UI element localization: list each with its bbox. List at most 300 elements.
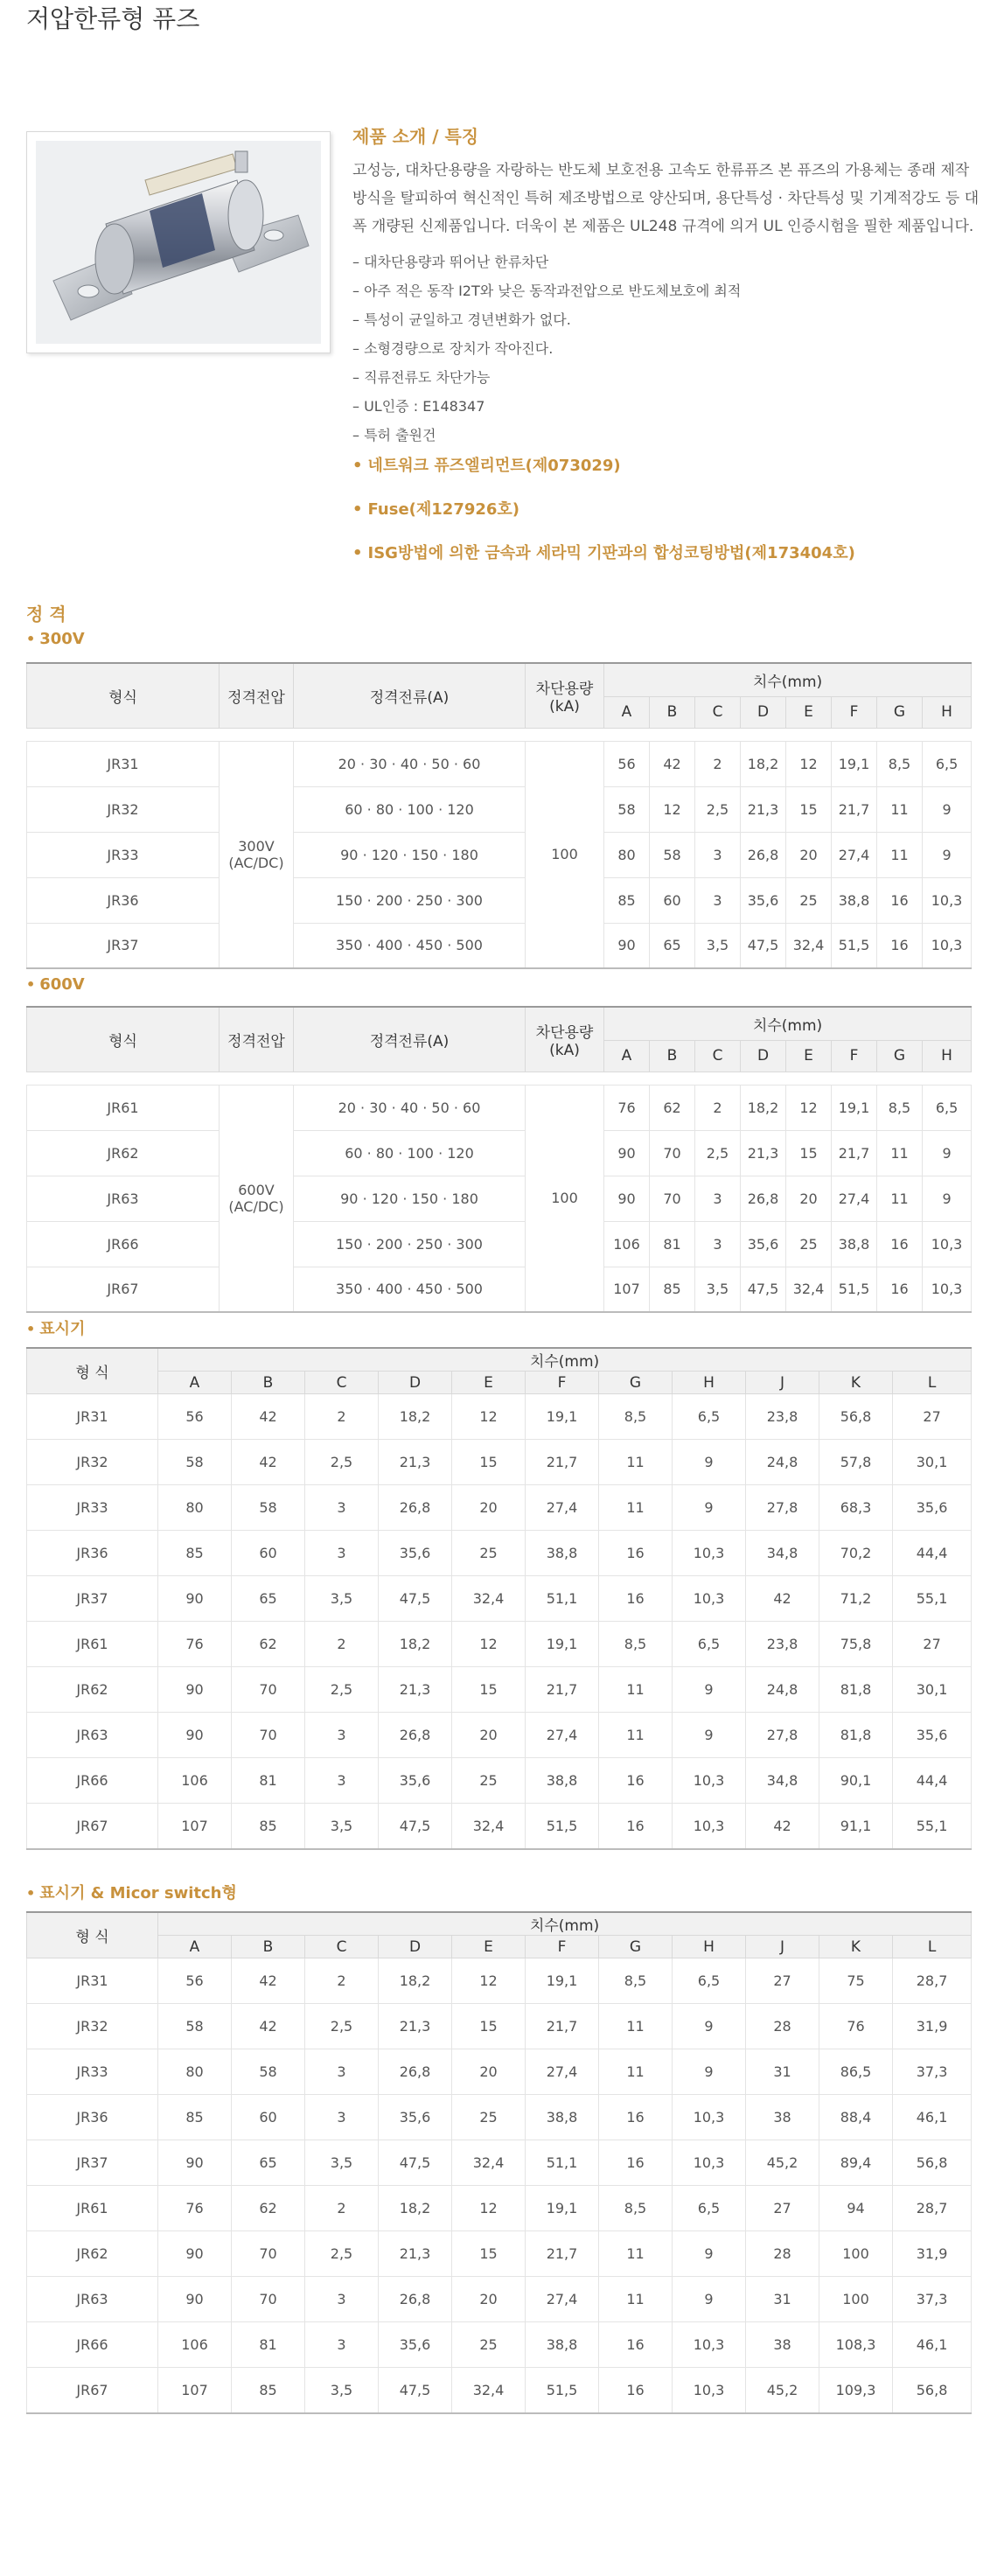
header-dims: 치수(mm) bbox=[158, 1348, 972, 1372]
dim-cell: 25 bbox=[452, 2322, 526, 2368]
dim-cell: 32,4 bbox=[786, 1267, 832, 1312]
dim-cell: 42 bbox=[746, 1576, 819, 1622]
dim-cell: 9 bbox=[673, 1440, 746, 1485]
dim-cell: 28,7 bbox=[893, 1958, 972, 2004]
dim-cell: 3,5 bbox=[305, 1576, 379, 1622]
dim-cell: 3 bbox=[695, 1176, 741, 1221]
dim-cell: 56,8 bbox=[893, 2368, 972, 2413]
dim-cell: 10,3 bbox=[673, 2140, 746, 2186]
dim-cell: 24,8 bbox=[746, 1667, 819, 1713]
dim-cell: 58 bbox=[650, 832, 695, 877]
dim-cell: 47,5 bbox=[741, 923, 786, 968]
dim-cell: 58 bbox=[232, 2049, 305, 2095]
dim-cell: 6,5 bbox=[923, 1085, 972, 1130]
dim-cell: 51,5 bbox=[526, 2368, 599, 2413]
dim-cell: 44,4 bbox=[893, 1531, 972, 1576]
dim-cell: 19,1 bbox=[526, 1622, 599, 1667]
dim-cell: 35,6 bbox=[741, 1221, 786, 1267]
dim-cell: 46,1 bbox=[893, 2095, 972, 2140]
dim-cell: 16 bbox=[877, 923, 923, 968]
dim-cell: 20 bbox=[452, 1713, 526, 1758]
dim-cell: 15 bbox=[786, 786, 832, 832]
dim-cell: 38,8 bbox=[832, 877, 877, 923]
dim-cell: 106 bbox=[604, 1221, 650, 1267]
header-dim-col: D bbox=[741, 1040, 786, 1072]
dim-cell: 11 bbox=[599, 1440, 673, 1485]
dim-cell: 10,3 bbox=[673, 2368, 746, 2413]
dim-cell: 21,7 bbox=[526, 2231, 599, 2277]
dim-cell: 9 bbox=[673, 2231, 746, 2277]
dim-cell: 27,4 bbox=[832, 832, 877, 877]
dim-cell: 21,3 bbox=[741, 786, 786, 832]
spacer bbox=[27, 1072, 972, 1085]
dim-cell: 16 bbox=[599, 2322, 673, 2368]
dim-cell: 107 bbox=[158, 2368, 232, 2413]
dim-cell: 106 bbox=[158, 1758, 232, 1804]
dim-cell: 27 bbox=[893, 1622, 972, 1667]
dim-cell: 86,5 bbox=[819, 2049, 893, 2095]
dim-cell: 90 bbox=[604, 1176, 650, 1221]
rating-table-600v bbox=[26, 1006, 972, 1313]
dim-cell: 26,8 bbox=[379, 2277, 452, 2322]
dim-cell: 88,4 bbox=[819, 2095, 893, 2140]
dim-cell: 81 bbox=[650, 1221, 695, 1267]
header-dim-col: D bbox=[741, 696, 786, 728]
dim-cell: 42 bbox=[232, 1440, 305, 1485]
header-dim-col: L bbox=[893, 1936, 972, 1958]
header-dim-col: H bbox=[673, 1936, 746, 1958]
dim-cell: 90 bbox=[604, 923, 650, 968]
dim-cell: 3 bbox=[695, 1221, 741, 1267]
dim-cell: 27 bbox=[746, 1958, 819, 2004]
dim-cell: 35,6 bbox=[379, 1531, 452, 1576]
table-row bbox=[27, 2004, 972, 2049]
dim-cell: 10,3 bbox=[673, 2095, 746, 2140]
header-capacity: 차단용량 (kA) bbox=[526, 1007, 604, 1072]
dim-cell: 90 bbox=[158, 2277, 232, 2322]
model-cell: JR61 bbox=[27, 1085, 220, 1130]
dim-cell: 25 bbox=[786, 877, 832, 923]
dim-cell: 20 bbox=[452, 1485, 526, 1531]
header-model: 형 식 bbox=[27, 1348, 158, 1394]
dim-cell: 80 bbox=[158, 1485, 232, 1531]
dim-cell: 76 bbox=[158, 2186, 232, 2231]
intro-heading: 제품 소개 / 특징 bbox=[352, 126, 479, 147]
header-dim-col: H bbox=[923, 696, 972, 728]
feature-list bbox=[352, 248, 982, 450]
model-cell: JR67 bbox=[27, 2368, 158, 2413]
model-cell: JR31 bbox=[27, 1958, 158, 2004]
dim-cell: 27,4 bbox=[832, 1176, 877, 1221]
table-row bbox=[27, 2322, 972, 2368]
current-cell: 60 · 80 · 100 · 120 bbox=[294, 786, 526, 832]
dim-cell: 27,8 bbox=[746, 1485, 819, 1531]
current-cell: 20 · 30 · 40 · 50 · 60 bbox=[294, 1085, 526, 1130]
dim-cell: 44,4 bbox=[893, 1758, 972, 1804]
table-row bbox=[27, 1085, 972, 1130]
dim-cell: 15 bbox=[452, 2231, 526, 2277]
dim-cell: 27,4 bbox=[526, 2049, 599, 2095]
dim-cell: 9 bbox=[923, 1130, 972, 1176]
rating-300v-label: • 300V bbox=[26, 630, 85, 648]
model-cell: JR62 bbox=[27, 1667, 158, 1713]
current-cell: 90 · 120 · 150 · 180 bbox=[294, 1176, 526, 1221]
dim-cell: 38,8 bbox=[526, 1531, 599, 1576]
dim-cell: 18,2 bbox=[379, 1958, 452, 2004]
dim-cell: 31,9 bbox=[893, 2004, 972, 2049]
current-cell: 20 · 30 · 40 · 50 · 60 bbox=[294, 741, 526, 786]
table-row bbox=[27, 2140, 972, 2186]
dim-cell: 90 bbox=[604, 1130, 650, 1176]
header-dim-col: C bbox=[305, 1372, 379, 1394]
dim-cell: 34,8 bbox=[746, 1758, 819, 1804]
header-voltage: 정격전압 bbox=[220, 663, 294, 728]
product-image-area bbox=[36, 141, 321, 344]
dim-cell: 8,5 bbox=[877, 1085, 923, 1130]
dim-cell: 21,3 bbox=[379, 2004, 452, 2049]
dim-cell: 11 bbox=[599, 2231, 673, 2277]
header-dim-col: D bbox=[379, 1936, 452, 1958]
dim-cell: 42 bbox=[232, 2004, 305, 2049]
table-row bbox=[27, 1221, 972, 1267]
dim-cell: 10,3 bbox=[673, 1804, 746, 1849]
header-dim-col: B bbox=[650, 696, 695, 728]
model-cell: JR61 bbox=[27, 1622, 158, 1667]
dim-cell: 81,8 bbox=[819, 1713, 893, 1758]
header-model: 형식 bbox=[27, 663, 220, 728]
dim-cell: 10,3 bbox=[923, 923, 972, 968]
dim-cell: 20 bbox=[786, 1176, 832, 1221]
dim-cell: 12 bbox=[650, 786, 695, 832]
dim-cell: 70 bbox=[650, 1130, 695, 1176]
model-cell: JR33 bbox=[27, 832, 220, 877]
dim-cell: 85 bbox=[158, 2095, 232, 2140]
dim-cell: 11 bbox=[599, 2004, 673, 2049]
dim-cell: 20 bbox=[786, 832, 832, 877]
dim-cell: 85 bbox=[232, 1804, 305, 1849]
dim-cell: 3 bbox=[305, 1758, 379, 1804]
header-dim-col: K bbox=[819, 1372, 893, 1394]
dim-cell: 21,7 bbox=[832, 1130, 877, 1176]
dim-cell: 12 bbox=[786, 741, 832, 786]
indicator-switch-label: • 표시기 & Micor switch형 bbox=[26, 1881, 237, 1903]
table-row bbox=[27, 1804, 972, 1849]
dim-cell: 27,4 bbox=[526, 1485, 599, 1531]
feature-item: – 소형경량으로 장치가 작아진다. bbox=[352, 334, 982, 363]
dim-cell: 27,4 bbox=[526, 1713, 599, 1758]
page-title: 저압한류형 퓨즈 bbox=[26, 4, 200, 33]
dim-cell: 76 bbox=[604, 1085, 650, 1130]
header-dim-col: F bbox=[832, 696, 877, 728]
dim-cell: 62 bbox=[232, 2186, 305, 2231]
dim-cell: 35,6 bbox=[379, 1758, 452, 1804]
header-dim-col: F bbox=[526, 1936, 599, 1958]
dim-cell: 2,5 bbox=[695, 786, 741, 832]
dim-cell: 51,1 bbox=[526, 1576, 599, 1622]
dim-cell: 31 bbox=[746, 2277, 819, 2322]
dim-cell: 38,8 bbox=[526, 1758, 599, 1804]
feature-item: – 아주 적은 동작 I2T와 낮은 동작과전압으로 반도체보호에 최적 bbox=[352, 276, 982, 305]
dim-cell: 3 bbox=[305, 1531, 379, 1576]
rating-section-title: 정 격 bbox=[26, 604, 66, 625]
dim-cell: 2,5 bbox=[305, 2004, 379, 2049]
dim-cell: 32,4 bbox=[452, 1576, 526, 1622]
dim-cell: 8,5 bbox=[599, 1622, 673, 1667]
dim-cell: 3 bbox=[305, 2322, 379, 2368]
header-dim-col: A bbox=[158, 1372, 232, 1394]
table-row bbox=[27, 1576, 972, 1622]
dim-cell: 26,8 bbox=[379, 1713, 452, 1758]
dim-cell: 2 bbox=[305, 1958, 379, 2004]
dim-cell: 26,8 bbox=[741, 1176, 786, 1221]
header-dim-col: G bbox=[599, 1936, 673, 1958]
model-cell: JR32 bbox=[27, 1440, 158, 1485]
model-cell: JR66 bbox=[27, 1221, 220, 1267]
header-dims: 치수(mm) bbox=[158, 1912, 972, 1936]
dim-cell: 3,5 bbox=[695, 923, 741, 968]
dim-cell: 90 bbox=[158, 1713, 232, 1758]
dim-cell: 3,5 bbox=[305, 2368, 379, 2413]
dim-cell: 55,1 bbox=[893, 1576, 972, 1622]
model-cell: JR32 bbox=[27, 2004, 158, 2049]
dim-cell: 109,3 bbox=[819, 2368, 893, 2413]
dim-cell: 16 bbox=[599, 1758, 673, 1804]
table-row bbox=[27, 2368, 972, 2413]
voltage-cell: 600V (AC/DC) bbox=[220, 1085, 294, 1312]
dim-cell: 15 bbox=[786, 1130, 832, 1176]
dim-cell: 2 bbox=[305, 1394, 379, 1440]
dim-cell: 71,2 bbox=[819, 1576, 893, 1622]
dim-cell: 94 bbox=[819, 2186, 893, 2231]
header-dim-col: L bbox=[893, 1372, 972, 1394]
table-row bbox=[27, 2231, 972, 2277]
dim-cell: 25 bbox=[452, 1531, 526, 1576]
spacer bbox=[27, 728, 972, 741]
dim-cell: 12 bbox=[452, 1958, 526, 2004]
dim-cell: 108,3 bbox=[819, 2322, 893, 2368]
dim-cell: 42 bbox=[746, 1804, 819, 1849]
dim-cell: 60 bbox=[232, 2095, 305, 2140]
table-row bbox=[27, 1958, 972, 2004]
dim-cell: 3,5 bbox=[305, 1804, 379, 1849]
dim-cell: 56 bbox=[158, 1958, 232, 2004]
dim-cell: 70 bbox=[232, 2277, 305, 2322]
dim-cell: 9 bbox=[673, 1667, 746, 1713]
dim-cell: 6,5 bbox=[673, 1394, 746, 1440]
header-dim-col: G bbox=[877, 696, 923, 728]
dim-cell: 2 bbox=[695, 1085, 741, 1130]
dim-cell: 30,1 bbox=[893, 1667, 972, 1713]
rating-table-300v bbox=[26, 662, 972, 969]
dim-cell: 47,5 bbox=[741, 1267, 786, 1312]
dim-cell: 18,2 bbox=[379, 2186, 452, 2231]
dim-cell: 8,5 bbox=[599, 1394, 673, 1440]
dim-cell: 90 bbox=[158, 2231, 232, 2277]
current-cell: 90 · 120 · 150 · 180 bbox=[294, 832, 526, 877]
dim-cell: 12 bbox=[786, 1085, 832, 1130]
patent-list bbox=[352, 455, 982, 565]
model-cell: JR37 bbox=[27, 1576, 158, 1622]
dim-cell: 12 bbox=[452, 2186, 526, 2231]
dim-cell: 3 bbox=[305, 2277, 379, 2322]
header-dims: 치수(mm) bbox=[604, 1007, 972, 1040]
dim-cell: 51,5 bbox=[832, 923, 877, 968]
fuse-illustration bbox=[36, 141, 321, 344]
dim-cell: 8,5 bbox=[877, 741, 923, 786]
dim-cell: 10,3 bbox=[673, 1758, 746, 1804]
dim-cell: 27 bbox=[893, 1394, 972, 1440]
capacity-cell: 100 bbox=[526, 741, 604, 968]
dim-cell: 19,1 bbox=[832, 741, 877, 786]
dim-cell: 28 bbox=[746, 2004, 819, 2049]
table-row bbox=[27, 1713, 972, 1758]
dim-cell: 11 bbox=[599, 1667, 673, 1713]
dim-cell: 62 bbox=[232, 1622, 305, 1667]
dim-cell: 10,3 bbox=[923, 877, 972, 923]
header-dim-col: H bbox=[923, 1040, 972, 1072]
current-cell: 150 · 200 · 250 · 300 bbox=[294, 1221, 526, 1267]
dim-cell: 56,8 bbox=[893, 2140, 972, 2186]
dim-cell: 21,3 bbox=[379, 1667, 452, 1713]
table-row bbox=[27, 786, 972, 832]
dim-cell: 26,8 bbox=[379, 2049, 452, 2095]
dim-cell: 55,1 bbox=[893, 1804, 972, 1849]
dim-cell: 56,8 bbox=[819, 1394, 893, 1440]
dim-cell: 19,1 bbox=[526, 1394, 599, 1440]
dim-cell: 106 bbox=[158, 2322, 232, 2368]
dim-cell: 11 bbox=[877, 1176, 923, 1221]
table-row bbox=[27, 1267, 972, 1312]
dim-cell: 19,1 bbox=[526, 1958, 599, 2004]
feature-item: – 대차단용량과 뛰어난 한류차단 bbox=[352, 248, 982, 276]
dim-cell: 100 bbox=[819, 2277, 893, 2322]
header-dim-col: C bbox=[695, 1040, 741, 1072]
dim-cell: 15 bbox=[452, 1667, 526, 1713]
dim-cell: 38,8 bbox=[832, 1221, 877, 1267]
dim-cell: 21,7 bbox=[832, 786, 877, 832]
dim-cell: 58 bbox=[604, 786, 650, 832]
feature-item: – 특성이 균일하고 경년변화가 없다. bbox=[352, 305, 982, 334]
indicator-switch-dims-table bbox=[26, 1911, 972, 2414]
dim-cell: 19,1 bbox=[526, 2186, 599, 2231]
dim-cell: 2,5 bbox=[305, 1667, 379, 1713]
dim-cell: 3 bbox=[695, 832, 741, 877]
patent-item: • 네트워크 퓨즈엘리먼트(제073029) bbox=[352, 455, 982, 478]
header-dim-col: K bbox=[819, 1936, 893, 1958]
table-row bbox=[27, 2049, 972, 2095]
dim-cell: 85 bbox=[158, 1531, 232, 1576]
dim-cell: 11 bbox=[599, 2277, 673, 2322]
table-row bbox=[27, 1394, 972, 1440]
dim-cell: 76 bbox=[819, 2004, 893, 2049]
header-dim-col: F bbox=[526, 1372, 599, 1394]
header-dims: 치수(mm) bbox=[604, 663, 972, 696]
indicator-dims-table bbox=[26, 1347, 972, 1850]
dim-cell: 65 bbox=[650, 923, 695, 968]
header-model: 형 식 bbox=[27, 1912, 158, 1958]
header-dim-col: E bbox=[452, 1936, 526, 1958]
dim-cell: 85 bbox=[232, 2368, 305, 2413]
dim-cell: 47,5 bbox=[379, 2140, 452, 2186]
dim-cell: 80 bbox=[604, 832, 650, 877]
dim-cell: 6,5 bbox=[923, 741, 972, 786]
rating-600v-label: • 600V bbox=[26, 975, 85, 994]
dim-cell: 9 bbox=[673, 2049, 746, 2095]
patent-item: • ISG방법에 의한 금속과 세라믹 기판과의 합성코팅방법(제173404호) bbox=[352, 542, 982, 565]
dim-cell: 11 bbox=[877, 1130, 923, 1176]
dim-cell: 10,3 bbox=[673, 2322, 746, 2368]
dim-cell: 26,8 bbox=[741, 832, 786, 877]
dim-cell: 9 bbox=[923, 786, 972, 832]
dim-cell: 30,1 bbox=[893, 1440, 972, 1485]
patent-item: • Fuse(제127926호) bbox=[352, 499, 982, 521]
dim-cell: 3 bbox=[305, 1713, 379, 1758]
dim-cell: 90 bbox=[158, 1576, 232, 1622]
current-cell: 350 · 400 · 450 · 500 bbox=[294, 923, 526, 968]
dim-cell: 23,8 bbox=[746, 1622, 819, 1667]
header-capacity: 차단용량 (kA) bbox=[526, 663, 604, 728]
header-model: 형식 bbox=[27, 1007, 220, 1072]
header-dim-col: J bbox=[746, 1372, 819, 1394]
dim-cell: 35,6 bbox=[741, 877, 786, 923]
voltage-cell: 300V (AC/DC) bbox=[220, 741, 294, 968]
dim-cell: 37,3 bbox=[893, 2277, 972, 2322]
capacity-cell: 100 bbox=[526, 1085, 604, 1312]
header-dim-col: C bbox=[695, 696, 741, 728]
dim-cell: 70 bbox=[232, 1713, 305, 1758]
model-cell: JR63 bbox=[27, 2277, 158, 2322]
dim-cell: 38,8 bbox=[526, 2095, 599, 2140]
table-row bbox=[27, 2277, 972, 2322]
dim-cell: 21,7 bbox=[526, 2004, 599, 2049]
feature-item: – 직류전류도 차단가능 bbox=[352, 363, 982, 392]
model-cell: JR32 bbox=[27, 786, 220, 832]
dim-cell: 32,4 bbox=[452, 2140, 526, 2186]
model-cell: JR67 bbox=[27, 1804, 158, 1849]
model-cell: JR36 bbox=[27, 2095, 158, 2140]
dim-cell: 32,4 bbox=[786, 923, 832, 968]
dim-cell: 46,1 bbox=[893, 2322, 972, 2368]
header-dim-col: E bbox=[786, 696, 832, 728]
dim-cell: 45,2 bbox=[746, 2368, 819, 2413]
dim-cell: 3 bbox=[305, 2095, 379, 2140]
model-cell: JR31 bbox=[27, 741, 220, 786]
dim-cell: 19,1 bbox=[832, 1085, 877, 1130]
dim-cell: 27,4 bbox=[526, 2277, 599, 2322]
model-cell: JR33 bbox=[27, 1485, 158, 1531]
dim-cell: 6,5 bbox=[673, 2186, 746, 2231]
dim-cell: 12 bbox=[452, 1622, 526, 1667]
header-dim-col: B bbox=[232, 1936, 305, 1958]
table-row bbox=[27, 1485, 972, 1531]
header-dim-col: H bbox=[673, 1372, 746, 1394]
dim-cell: 18,2 bbox=[379, 1394, 452, 1440]
model-cell: JR36 bbox=[27, 1531, 158, 1576]
feature-item: – UL인증 : E148347 bbox=[352, 392, 982, 421]
model-cell: JR67 bbox=[27, 1267, 220, 1312]
intro-section bbox=[352, 122, 982, 586]
dim-cell: 16 bbox=[599, 2368, 673, 2413]
dim-cell: 2 bbox=[695, 741, 741, 786]
dim-cell: 85 bbox=[604, 877, 650, 923]
dim-cell: 2,5 bbox=[305, 2231, 379, 2277]
dim-cell: 34,8 bbox=[746, 1531, 819, 1576]
header-dim-col: G bbox=[877, 1040, 923, 1072]
dim-cell: 3 bbox=[305, 2049, 379, 2095]
dim-cell: 8,5 bbox=[599, 1958, 673, 2004]
dim-cell: 9 bbox=[923, 832, 972, 877]
dim-cell: 16 bbox=[877, 1221, 923, 1267]
